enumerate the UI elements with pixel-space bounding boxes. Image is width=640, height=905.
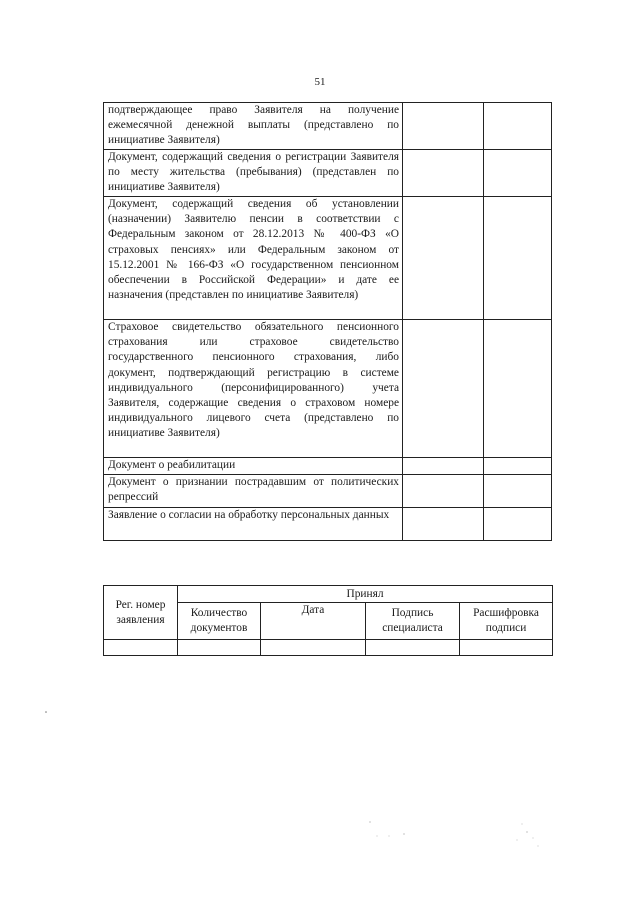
column-header: Дата	[261, 603, 366, 640]
empty-cell	[178, 640, 261, 656]
empty-cell	[104, 640, 178, 656]
empty-cell	[484, 475, 552, 508]
empty-cell	[366, 640, 460, 656]
table-row	[104, 197, 552, 320]
empty-cell	[403, 320, 484, 458]
document-description: Документ, содержащий сведения об установлении (назначении) Заявителю пенсии в соответствии с Федеральным законом от 28.12.2013 № 400-ФЗ «О страховых пенсиях» или Федеральным законом от 15.12.2001 № 166-ФЗ «О государственном пенсионном обеспечении в Российской Федерации» и дате ее назначения (представлен по инициативе Заявителя)	[104, 197, 403, 320]
table-row	[104, 475, 552, 508]
empty-cell	[261, 640, 366, 656]
accepted-header: Принял	[178, 586, 553, 603]
table-row	[104, 508, 552, 541]
empty-cell	[484, 103, 552, 150]
document-description: Документ, содержащий сведения о регистрации Заявителя по месту жительства (пребывания) (представлен по инициативе Заявителя)	[104, 150, 403, 197]
empty-cell	[484, 150, 552, 197]
registration-table	[103, 585, 553, 656]
column-header: Расшифровка подписи	[460, 603, 553, 640]
table-row	[104, 586, 553, 603]
document-description: Документ о реабилитации	[104, 458, 403, 475]
table-row	[104, 103, 552, 150]
document-description: Документ о признании пострадавшим от политических репрессий	[104, 475, 403, 508]
document-description: Заявление о согласии на обработку персональных данных	[104, 508, 403, 541]
empty-cell	[403, 150, 484, 197]
empty-cell	[460, 640, 553, 656]
page-number: 51	[314, 76, 326, 88]
table-row	[104, 320, 552, 458]
empty-cell	[403, 103, 484, 150]
empty-cell	[484, 197, 552, 320]
table-row	[104, 640, 553, 656]
empty-cell	[484, 320, 552, 458]
reg-number-header: Рег. номер заявления	[104, 586, 178, 640]
column-header: Количество документов	[178, 603, 261, 640]
empty-cell	[484, 458, 552, 475]
empty-cell	[403, 197, 484, 320]
document-description: Страховое свидетельство обязательного пенсионного страхования или страховое свидетельство государственного пенсионного страхования, либо документ, подтверждающий регистрацию в системе индивидуального (персонифицированного) учета Заявителя, содержащие сведения о страховом номере индивидуального лицевого счета (представлено по инициативе Заявителя)	[104, 320, 403, 458]
table-row	[104, 150, 552, 197]
empty-cell	[484, 508, 552, 541]
document-description: подтверждающее право Заявителя на получение ежемесячной денежной выплаты (представлено по инициативе Заявителя)	[104, 103, 403, 150]
empty-cell	[403, 458, 484, 475]
empty-cell	[403, 508, 484, 541]
table-row	[104, 458, 552, 475]
documents-table	[103, 102, 552, 541]
column-header: Подпись специалиста	[366, 603, 460, 640]
empty-cell	[403, 475, 484, 508]
